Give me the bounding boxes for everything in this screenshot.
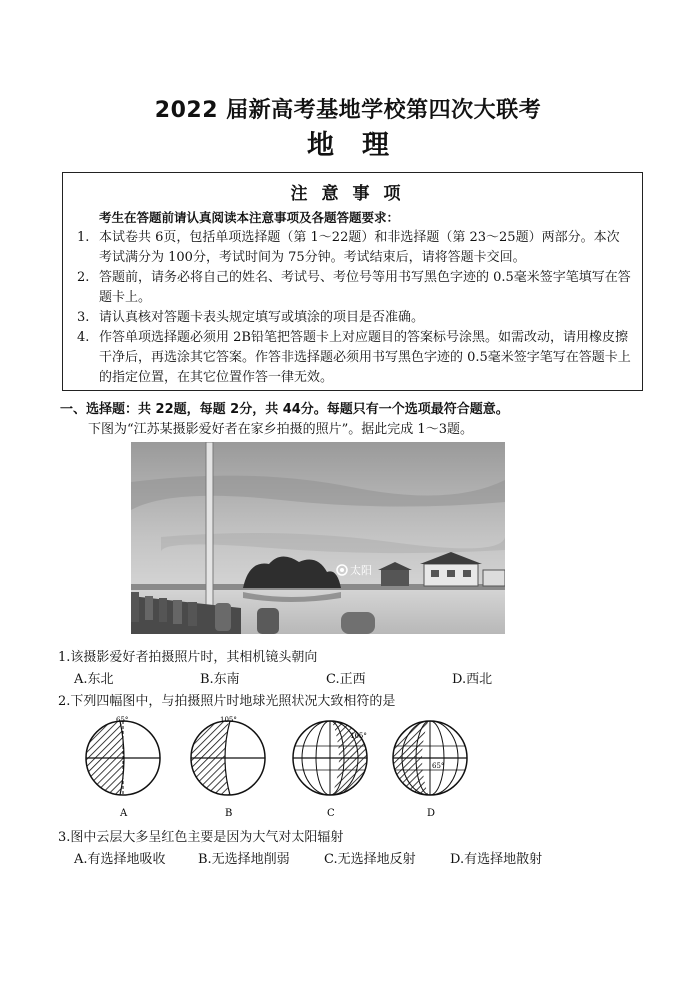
notice-item-text: 作答单项选择题必须用 2B铅笔把答题卡上对应题目的答案标号涂黑。如需改动，请用橡皮擦干净后，再选涂其它答案。作答非选择题必须用书写黑色字迹的 0.5毫米签字笔写在答题卡上的指定位置，在其它位置作答一律无效。: [99, 330, 631, 385]
question-option[interactable]: B.东南: [200, 672, 240, 687]
globe-d: [390, 716, 468, 819]
notice-item-text: 答题前，请务必将自己的姓名、考试号、考位号等用书写黑色字迹的 0.5毫米签字笔填写在答题卡上。: [99, 270, 631, 305]
notice-title: 注意事项: [290, 184, 415, 204]
landscape-photo: [131, 442, 505, 634]
question-3-stem: 3.图中云层大多呈红色主要是因为大气对太阳辐射: [58, 830, 344, 845]
globe-angle: 165°: [350, 732, 367, 740]
notice-item-number: 3.: [77, 310, 90, 325]
globe-c: [292, 716, 370, 819]
notice-item: [73, 268, 632, 308]
exam-title: 2022 届新高考基地学校第四次大联考: [154, 98, 542, 123]
question-option[interactable]: D.有选择地散射: [450, 852, 543, 867]
question-option[interactable]: A.有选择地吸收: [74, 852, 166, 867]
globe-label: A: [120, 808, 128, 819]
question-option[interactable]: C.正西: [326, 672, 366, 687]
question-1-stem: 1.该摄影爱好者拍摄照片时，其相机镜头朝向: [58, 650, 318, 665]
globe-angle: 65°: [116, 716, 129, 724]
notice-item-text: 本试卷共 6页，包括单项选择题（第 1～22题）和非选择题（第 23～25题）两部分。本次考试满分为 100分，考试时间为 75分钟。考试结束后，请将答题卡交回。: [99, 230, 620, 265]
notice-intro: 考生在答题前请认真阅读本注意事项及各题答题要求：: [99, 210, 400, 225]
notice-item: [73, 308, 632, 328]
notice-item-text: 请认真核对答题卡表头规定填写或填涂的项目是否准确。: [99, 310, 425, 325]
notice-item-number: 1.: [77, 230, 90, 245]
question-option[interactable]: B.无选择地削弱: [198, 852, 290, 867]
globe-a: [80, 716, 170, 819]
section-intro: 下图为“江苏某摄影爱好者在家乡拍摄的照片”。据此完成 1～3题。: [88, 422, 473, 437]
subject-title: 地理: [307, 130, 417, 161]
question-option[interactable]: D.西北: [452, 672, 493, 687]
globe-angle: 105°: [220, 716, 237, 724]
notice-item-number: 4.: [77, 330, 90, 345]
globe-b: [185, 716, 270, 819]
globe-angle: 65°: [432, 762, 445, 770]
notice-box: [62, 172, 643, 391]
globe-label: B: [225, 808, 233, 819]
notice-item-number: 2.: [77, 270, 90, 285]
question-option[interactable]: C.无选择地反射: [324, 852, 416, 867]
question-3-options: [74, 848, 560, 867]
notice-item: [73, 328, 632, 388]
notice-item: [73, 228, 632, 268]
question-1-options: [74, 668, 532, 687]
question-2-stem: 2.下列四幅图中，与拍摄照片时地球光照状况大致相符的是: [58, 694, 396, 709]
sun-label: 太阳: [350, 564, 372, 577]
section-heading: 一、选择题：共 22题，每题 2分，共 44分。每题只有一个选项最符合题意。: [60, 402, 509, 417]
question-option[interactable]: A.东北: [74, 672, 114, 687]
globe-label: C: [327, 808, 335, 819]
globe-label: D: [427, 808, 436, 819]
globe-diagrams: [80, 716, 480, 821]
